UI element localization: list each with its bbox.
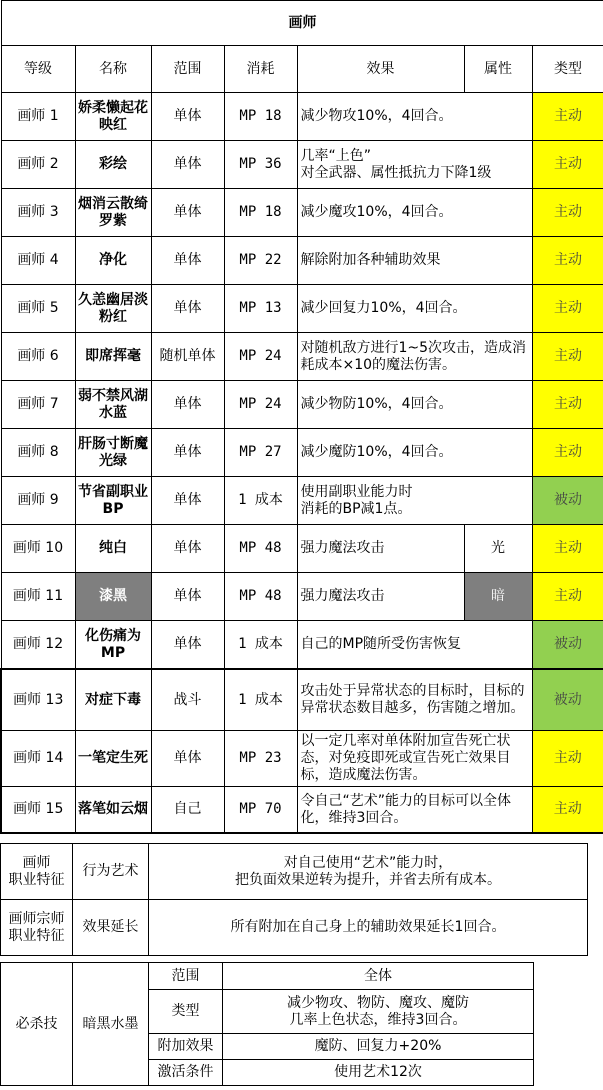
skill-effect: 减少魔攻10%，4回合。 (297, 189, 532, 237)
header-attribute: 属性 (464, 46, 532, 93)
skill-range: 单体 (151, 573, 224, 621)
trait-name: 行为艺术 (73, 844, 149, 900)
skill-name: 肝肠寸断魔光绿 (75, 429, 151, 477)
trait-description: 所有附加在自己身上的辅助效果延长1回合。 (149, 900, 588, 956)
header-type: 类型 (532, 46, 603, 93)
header-cost: 消耗 (224, 46, 297, 93)
skill-name: 纯白 (75, 525, 151, 573)
table-row (1, 189, 603, 237)
ultimate-key: 附加效果 (149, 1034, 223, 1060)
table-row (1, 93, 603, 141)
skill-attribute: 光 (464, 525, 532, 573)
skill-name: 节省副职业BP (75, 477, 151, 525)
skill-name: 娇柔懒起花映红 (75, 93, 151, 141)
trait-description: 对自己使用“艺术”能力时， 把负面效果逆转为提升，并省去所有成本。 (149, 844, 588, 900)
skill-type: 主动 (532, 573, 603, 621)
skill-level: 画师 10 (1, 525, 75, 573)
skill-level: 画师 12 (1, 621, 75, 670)
skill-name: 落笔如云烟 (75, 787, 151, 834)
skill-effect: 解除附加各种辅助效果 (297, 237, 532, 285)
table-row (1, 621, 603, 670)
skill-level: 画师 6 (1, 333, 75, 381)
skill-cost: 1 成本 (224, 477, 297, 525)
skill-level: 画师 4 (1, 237, 75, 285)
trait-name: 效果延长 (73, 900, 149, 956)
table-row (1, 429, 603, 477)
ultimate-name: 暗黑水墨 (73, 963, 149, 1086)
ultimate-value: 魔防、回复力+20% (223, 1034, 534, 1060)
skill-name: 烟消云散绮罗紫 (75, 189, 151, 237)
skill-type: 主动 (532, 285, 603, 333)
header-name: 名称 (75, 46, 151, 93)
skill-range: 单体 (151, 141, 224, 189)
table-row (1, 141, 603, 189)
skill-level: 画师 9 (1, 477, 75, 525)
table-row (1, 381, 603, 429)
skill-range: 自己 (151, 787, 224, 834)
skill-level: 画师 15 (1, 787, 75, 834)
skill-cost: 1 成本 (224, 621, 297, 670)
skill-cost: MP 24 (224, 381, 297, 429)
skill-range: 单体 (151, 477, 224, 525)
skill-name: 彩绘 (75, 141, 151, 189)
skill-level: 画师 11 (1, 573, 75, 621)
table-row (1, 333, 603, 381)
skill-type: 主动 (532, 429, 603, 477)
header-range: 范围 (151, 46, 224, 93)
skill-effect: 攻击处于异常状态的目标时，目标的异常状态数目越多，伤害随之增加。 (297, 669, 532, 731)
skill-range: 单体 (151, 731, 224, 787)
skill-level: 画师 3 (1, 189, 75, 237)
skill-type: 主动 (532, 525, 603, 573)
skill-range: 战斗 (151, 669, 224, 731)
skill-cost: MP 24 (224, 333, 297, 381)
skill-type: 主动 (532, 731, 603, 787)
table-row (1, 477, 603, 525)
skill-name: 漆黑 (75, 573, 151, 621)
ultimate-label: 必杀技 (1, 963, 73, 1086)
skill-level: 画师 8 (1, 429, 75, 477)
page-title: 画师 (1, 1, 603, 46)
table-row (1, 669, 603, 731)
skill-level: 画师 1 (1, 93, 75, 141)
skill-effect: 对随机敌方进行1~5次攻击，造成消耗成本×10的魔法伤害。 (297, 333, 532, 381)
skill-cost: MP 48 (224, 525, 297, 573)
skill-cost: MP 36 (224, 141, 297, 189)
ultimate-table (0, 962, 534, 1086)
skill-effect: 强力魔法攻击 (297, 525, 464, 573)
skill-type: 主动 (532, 93, 603, 141)
skill-effect: 减少魔防10%，4回合。 (297, 429, 532, 477)
skill-type: 主动 (532, 333, 603, 381)
header-effect: 效果 (297, 46, 464, 93)
skill-type: 主动 (532, 141, 603, 189)
skill-effect: 减少物攻10%，4回合。 (297, 93, 532, 141)
skill-effect: 以一定几率对单体附加宣告死亡状态，对免疫即死或宣告死亡效果目标，造成魔法伤害。 (297, 731, 532, 787)
trait-label: 画师 职业特征 (1, 844, 73, 900)
ultimate-key: 范围 (149, 963, 223, 990)
skill-range: 单体 (151, 525, 224, 573)
ultimate-key: 激活条件 (149, 1060, 223, 1086)
skill-attribute: 暗 (464, 573, 532, 621)
skill-range: 单体 (151, 381, 224, 429)
skill-range: 单体 (151, 285, 224, 333)
skill-name: 净化 (75, 237, 151, 285)
skill-level: 画师 13 (1, 669, 75, 731)
ultimate-key: 类型 (149, 990, 223, 1034)
traits-table (0, 843, 588, 956)
skill-name: 久恙幽居淡粉红 (75, 285, 151, 333)
skill-effect: 几率“上色” 对全武器、属性抵抗力下降1级 (297, 141, 532, 189)
skill-cost: 1 成本 (224, 669, 297, 731)
skill-level: 画师 7 (1, 381, 75, 429)
trait-label: 画师宗师 职业特征 (1, 900, 73, 956)
skill-cost: MP 27 (224, 429, 297, 477)
skill-name: 化伤痛为MP (75, 621, 151, 670)
skill-range: 单体 (151, 189, 224, 237)
skill-range: 单体 (151, 237, 224, 285)
skill-cost: MP 18 (224, 189, 297, 237)
skill-effect: 强力魔法攻击 (297, 573, 464, 621)
ultimate-value: 减少物攻、物防、魔攻、魔防 几率上色状态，维持3回合。 (223, 990, 534, 1034)
skill-range: 单体 (151, 621, 224, 670)
skill-cost: MP 48 (224, 573, 297, 621)
skill-type: 被动 (532, 621, 603, 670)
skill-range: 单体 (151, 429, 224, 477)
skill-effect: 令自己“艺术”能力的目标可以全体化，维持3回合。 (297, 787, 532, 834)
skill-type: 被动 (532, 477, 603, 525)
table-row (1, 525, 603, 573)
ultimate-value: 使用艺术12次 (223, 1060, 534, 1086)
skill-effect: 减少回复力10%，4回合。 (297, 285, 532, 333)
table-row (1, 787, 603, 834)
skill-cost: MP 23 (224, 731, 297, 787)
table-row (1, 285, 603, 333)
skill-cost: MP 70 (224, 787, 297, 834)
skill-effect: 使用副职业能力时 消耗的BP减1点。 (297, 477, 532, 525)
skill-type: 主动 (532, 237, 603, 285)
skill-cost: MP 18 (224, 93, 297, 141)
skill-name: 一笔定生死 (75, 731, 151, 787)
skill-level: 画师 5 (1, 285, 75, 333)
skill-range: 单体 (151, 93, 224, 141)
skill-name: 对症下毒 (75, 669, 151, 731)
skill-cost: MP 13 (224, 285, 297, 333)
header-level: 等级 (1, 46, 75, 93)
table-row (1, 237, 603, 285)
ultimate-value: 全体 (223, 963, 534, 990)
skill-name: 弱不禁风湖水蓝 (75, 381, 151, 429)
skill-level: 画师 2 (1, 141, 75, 189)
skill-effect: 自己的MP随所受伤害恢复 (297, 621, 532, 670)
skill-range: 随机单体 (151, 333, 224, 381)
skill-level: 画师 14 (1, 731, 75, 787)
skill-type: 主动 (532, 189, 603, 237)
table-row (1, 731, 603, 787)
skill-type: 主动 (532, 787, 603, 834)
skill-type: 被动 (532, 669, 603, 731)
table-row (1, 573, 603, 621)
skill-name: 即席挥毫 (75, 333, 151, 381)
skill-cost: MP 22 (224, 237, 297, 285)
skill-type: 主动 (532, 381, 603, 429)
skill-effect: 减少物防10%，4回合。 (297, 381, 532, 429)
